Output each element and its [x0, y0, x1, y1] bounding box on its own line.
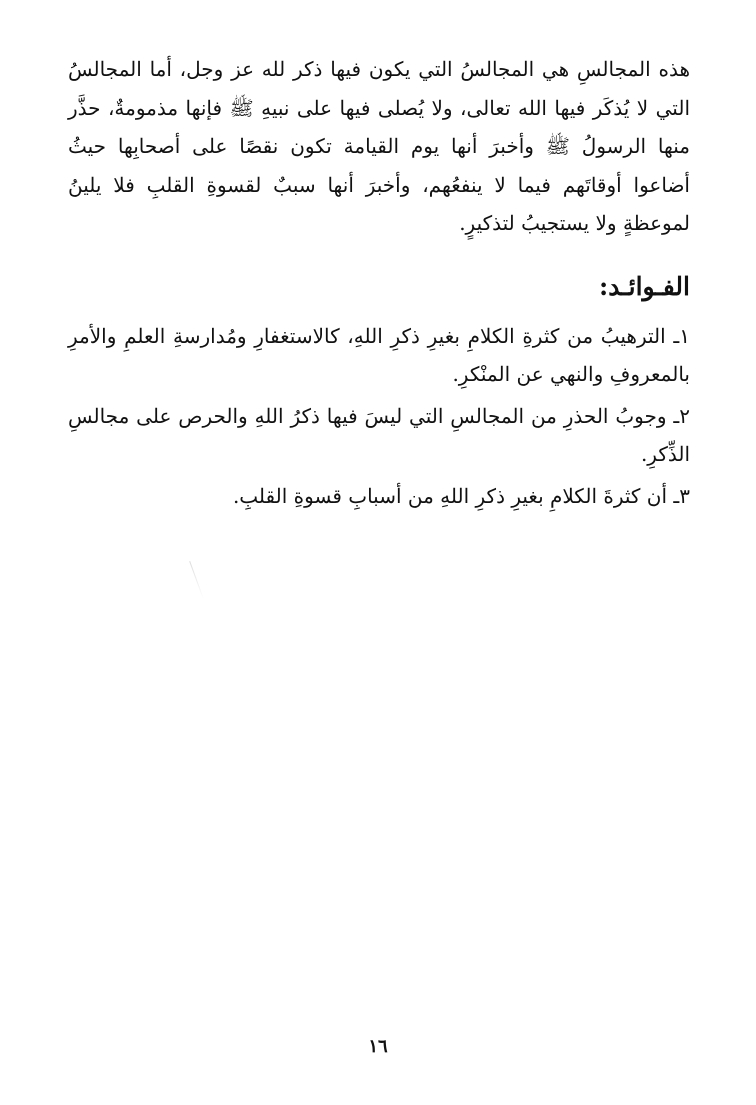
benefits-list [68, 317, 690, 516]
benefits-heading: الفـوائـد: [598, 271, 690, 301]
benefit-item-1: ١ـ الترهيبُ من كثرةِ الكلامِ بغيرِ ذكرِ اللهِ، كالاستغفارِ ومُدارسةِ العلمِ والأمرِ بالمعروفِ والنهي عن المنْكرِ. [68, 323, 690, 386]
page-content [68, 50, 690, 518]
intro-paragraph: هذه المجالسِ هي المجالسُ التي يكون فيها ذكر لله عز وجل، أما المجالسُ التي لا يُذكَر فيها الله تعالى، ولا يُصلى فيها على نبيهِ ﷺ فإنها مذمومةٌ، حذَّر منها الرسولُ ﷺ وأخبرَ أنها يوم القيامة تكون نقصًا على أصحابِها حيثُ أضاعوا أوقاتَهم فيما لا ينفعُهم، وأخبرَ أنها سببٌ لقسوةِ القلبِ فلا يلينُ لموعظةٍ ولا يستجيبُ لتذكيرٍ. [68, 57, 690, 235]
page-number: ١٦ [368, 1036, 388, 1057]
benefit-item-3: ٣ـ أن كثرةَ الكلامِ بغيرِ ذكرِ اللهِ من أسبابِ قسوةِ القلبِ. [232, 483, 690, 508]
benefit-item-2: ٢ـ وجوبُ الحذرِ من المجالسِ التي ليسَ فيها ذكرُ اللهِ والحرص على مجالسِ الذِّكرِ. [68, 403, 690, 466]
scan-artifact-line [189, 561, 204, 599]
